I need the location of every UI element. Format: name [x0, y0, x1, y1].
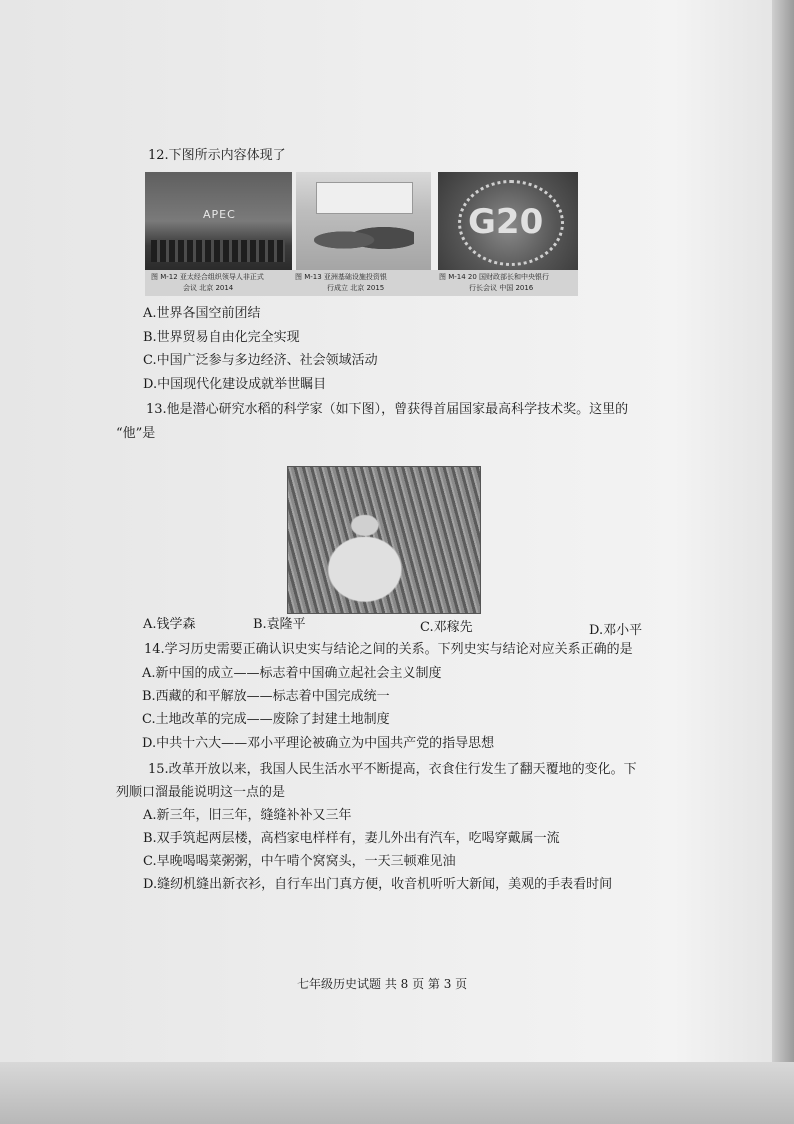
q15-option-c: C.早晚喝喝菜粥粥，中午啃个窝窝头，一天三顿难见油: [143, 854, 456, 869]
q15-option-b: B.双手筑起两层楼，高档家电样样有，妻儿外出有汽车，吃喝穿戴属一流: [143, 831, 560, 846]
caption-m14-line1: 图 M-14 20 国财政部长和中央银行: [439, 273, 550, 281]
page-bottom-shadow: [0, 1062, 794, 1124]
caption-m13-line2: 行成立 北京 2015: [327, 284, 385, 292]
caption-m14-line2: 行长会议 中国 2016: [469, 284, 534, 292]
question-13-stem-line1: 13.他是潜心研究水稻的科学家（如下图），曾获得首届国家最高科学技术奖。这里的: [146, 402, 629, 417]
apec-photo: [145, 172, 292, 270]
aiib-photo: [296, 172, 431, 270]
aiib-banner-image: [316, 182, 413, 214]
question-12-stem: 12.下图所示内容体现了: [148, 148, 286, 163]
page-footer: 七年级历史试题 共 8 页 第 3 页: [297, 977, 468, 991]
scientist-in-rice-field-photo: [287, 466, 481, 614]
q12-option-b: B.世界贸易自由化完全实现: [143, 330, 300, 345]
q13-option-d: D.邓小平: [589, 623, 643, 638]
caption-m13-line1: 图 M-13 亚洲基础设施投资银: [295, 273, 387, 281]
question-15-stem-line2: 列顺口溜最能说明这一点的是: [116, 785, 286, 800]
leaders-group-image: [151, 240, 285, 262]
g20-photo-text: G20: [468, 202, 544, 242]
page-edge-shadow: [772, 0, 794, 1124]
q14-option-d: D.中共十六大——邓小平理论被确立为中国共产党的指导思想: [142, 736, 495, 751]
q15-option-d: D.缝纫机缝出新衣衫，自行车出门真方便，收音机听听大新闻，美观的手表看时间: [143, 877, 613, 892]
q12-option-a: A.世界各国空前团结: [143, 306, 261, 321]
apec-photo-text: APEC: [203, 208, 236, 221]
question-15-stem-line1: 15.改革开放以来，我国人民生活水平不断提高，衣食住行发生了翻天覆地的变化。下: [148, 762, 637, 777]
q12-option-d: D.中国现代化建设成就举世瞩目: [143, 377, 327, 392]
q13-option-b: B.袁隆平: [253, 617, 306, 632]
q14-option-c: C.土地改革的完成——废除了封建土地制度: [142, 712, 390, 727]
q14-option-b: B.西藏的和平解放——标志着中国完成统一: [142, 689, 390, 704]
q14-option-a: A.新中国的成立——标志着中国确立起社会主义制度: [142, 666, 442, 681]
caption-m12-line1: 图 M-12 亚太经合组织领导人非正式: [151, 273, 264, 281]
photo-captions: [145, 270, 578, 296]
question-14-stem: 14.学习历史需要正确认识史实与结论之间的关系。下列史实与结论对应关系正确的是: [144, 642, 633, 657]
question-13-stem-line2: “他”是: [116, 426, 156, 441]
caption-m12-line2: 会议 北京 2014: [183, 284, 234, 292]
world-map-image: [314, 220, 414, 260]
q13-option-a: A.钱学森: [143, 617, 196, 632]
q15-option-a: A.新三年，旧三年，缝缝补补又三年: [143, 808, 352, 823]
q13-option-c: C.邓稼先: [420, 620, 473, 635]
q12-option-c: C.中国广泛参与多边经济、社会领域活动: [143, 353, 378, 368]
g20-photo: [438, 172, 578, 270]
